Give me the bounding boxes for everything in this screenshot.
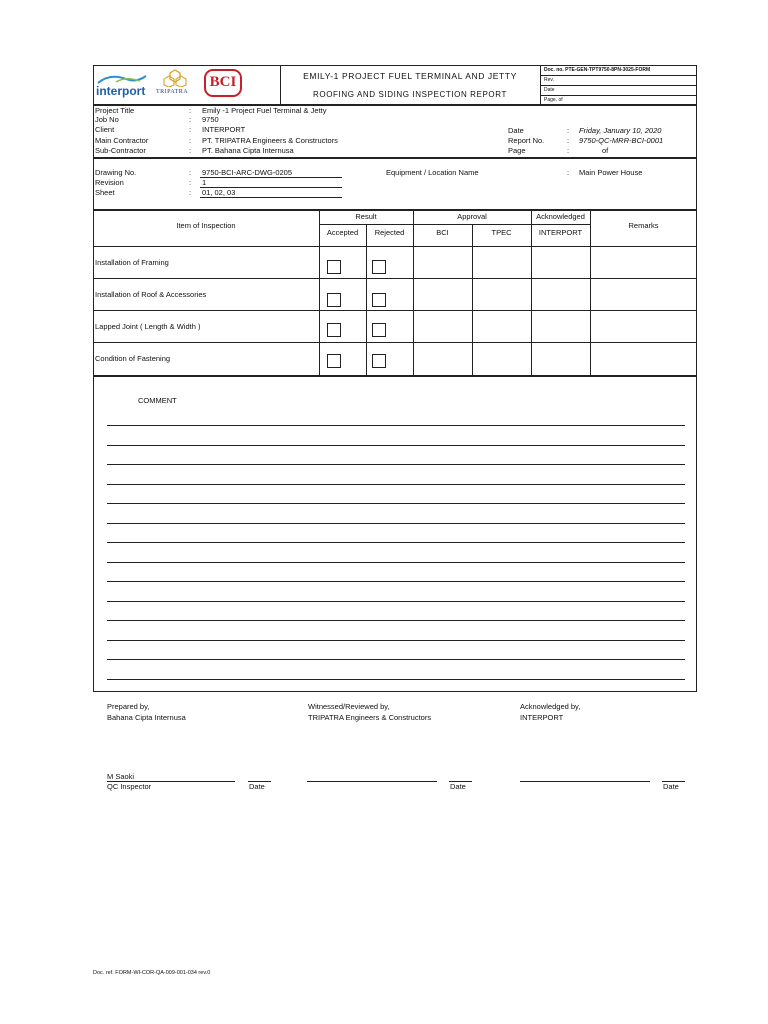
col-tpec-header: TPEC	[491, 228, 512, 237]
report-title-line2: ROOFING AND SIDING INSPECTION REPORT	[313, 90, 507, 99]
drawing-info-box	[93, 158, 697, 210]
acknowledged-by-title: Acknowledged by,	[520, 702, 581, 711]
comment-line[interactable]	[107, 523, 685, 524]
doc-number: Doc. no. PTE-GEN-TPT9750-8PN-3025-FORM	[544, 67, 651, 73]
client-value: INTERPORT	[202, 125, 246, 134]
col-accepted-header: Accepted	[326, 228, 359, 237]
footer-doc-ref: Doc. ref. FORM-WI-COR-QA-009-001-034 rev.0	[93, 970, 211, 976]
main-contractor-label: Main Contractor	[95, 136, 149, 145]
acknowledged-signature-line[interactable]	[520, 781, 650, 782]
sheet-label: Sheet	[95, 188, 115, 197]
comment-line[interactable]	[107, 640, 685, 641]
inspector-role: QC Inspector	[107, 782, 152, 791]
comment-line[interactable]	[107, 659, 685, 660]
table-row-item: Installation of Roof & Accessories	[95, 290, 207, 299]
comment-label: COMMENT	[138, 396, 177, 405]
job-no-label: Job No	[95, 115, 119, 124]
revision-value: 1	[202, 178, 207, 187]
sub-contractor-label: Sub-Contractor	[95, 146, 146, 155]
comment-line[interactable]	[107, 679, 685, 680]
sub-contractor-value: PT. Bahana Cipta Internusa	[202, 146, 294, 155]
col-interport-header: INTERPORT	[538, 228, 583, 237]
rejected-checkbox[interactable]	[372, 260, 386, 274]
comment-line[interactable]	[107, 542, 685, 543]
witnessed-date-label: Date	[450, 782, 466, 791]
comment-line[interactable]	[107, 425, 685, 426]
doc-rev: Rev.	[544, 77, 554, 83]
tripatra-logo-text: TRIPATRA	[156, 89, 189, 95]
rejected-checkbox[interactable]	[372, 354, 386, 368]
comment-line[interactable]	[107, 503, 685, 504]
bci-logo	[204, 69, 242, 97]
col-approval-header: Approval	[457, 212, 487, 221]
table-row-item: Lapped Joint ( Length & Width )	[95, 322, 201, 331]
accepted-checkbox[interactable]	[327, 260, 341, 274]
col-rejected-header: Rejected	[374, 228, 405, 237]
accepted-checkbox[interactable]	[327, 323, 341, 337]
report-title-line1: EMILY-1 PROJECT FUEL TERMINAL AND JETTY	[303, 71, 517, 81]
prepared-by-company: Bahana Cipta Internusa	[107, 713, 186, 722]
doc-date: Date	[544, 87, 555, 93]
client-label: Client	[95, 125, 115, 134]
comment-line[interactable]	[107, 562, 685, 563]
drawing-no-label: Drawing No.	[95, 168, 137, 177]
prepared-date-label: Date	[249, 782, 265, 791]
report-no-label: Report No.	[508, 136, 545, 145]
doc-page: Page. of	[544, 97, 563, 103]
acknowledged-date-label: Date	[663, 782, 679, 791]
bci-logo-text: BCI	[209, 74, 237, 90]
witnessed-by-company: TRIPATRA Engineers & Constructors	[308, 713, 432, 722]
col-bci-header: BCI	[436, 228, 449, 237]
equipment-value: Main Power House	[579, 168, 643, 177]
comment-line[interactable]	[107, 464, 685, 465]
main-contractor-value: PT. TRIPATRA Engineers & Constructors	[202, 136, 338, 145]
revision-label: Revision	[95, 178, 124, 187]
col-acknowledged-header: Acknowledged	[536, 212, 585, 221]
witnessed-signature-line[interactable]	[307, 781, 437, 782]
sheet-value: 01, 02, 03	[202, 188, 236, 197]
accepted-checkbox[interactable]	[327, 293, 341, 307]
col-remarks-header: Remarks	[628, 221, 659, 230]
project-title-value: Emily -1 Project Fuel Terminal & Jetty	[202, 106, 327, 115]
rejected-checkbox[interactable]	[372, 323, 386, 337]
report-no-value: 9750-QC-MRR-BCI-0001	[579, 136, 664, 145]
date-label: Date	[508, 126, 524, 135]
table-row-item: Condition of Fastening	[95, 354, 171, 363]
tripatra-logo	[152, 69, 198, 99]
comment-line[interactable]	[107, 620, 685, 621]
prepared-by-title: Prepared by,	[107, 702, 150, 711]
comment-line[interactable]	[107, 484, 685, 485]
drawing-no-value: 9750-BCI-ARC-DWG-0205	[202, 168, 293, 177]
col-item-header: Item of Inspection	[176, 221, 236, 230]
comment-line[interactable]	[107, 445, 685, 446]
comment-line[interactable]	[107, 601, 685, 602]
interport-logo	[96, 73, 148, 99]
rejected-checkbox[interactable]	[372, 293, 386, 307]
witnessed-by-title: Witnessed/Reviewed by,	[308, 702, 390, 711]
project-title-label: Project Title	[95, 106, 135, 115]
table-row-item: Installation of Framing	[95, 258, 169, 267]
interport-logo-text: interport	[96, 84, 146, 98]
date-value: Friday, January 10, 2020	[579, 126, 662, 135]
equipment-label: Equipment / Location Name	[386, 168, 479, 177]
accepted-checkbox[interactable]	[327, 354, 341, 368]
page-value: of	[602, 146, 609, 155]
comment-box	[93, 376, 697, 692]
job-no-value: 9750	[202, 115, 219, 124]
acknowledged-by-company: INTERPORT	[520, 713, 564, 722]
comment-line[interactable]	[107, 581, 685, 582]
col-result-header: Result	[355, 212, 377, 221]
inspector-name: M Saoki	[107, 772, 135, 781]
page-label: Page	[508, 146, 526, 155]
